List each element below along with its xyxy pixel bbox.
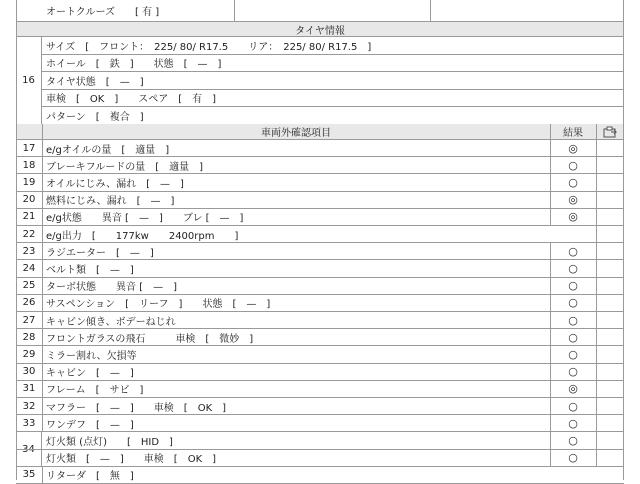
tire-info-text: パターン [ 複合 ] — [46, 111, 144, 123]
exterior-item-row — [16, 467, 624, 484]
col-divider — [596, 432, 597, 448]
tire-info-row — [42, 90, 624, 108]
item-number: 32 — [22, 400, 36, 412]
item-text: e/gオイルの量 [ 適量 ] — [46, 144, 170, 156]
col-divider — [42, 226, 43, 242]
item-result: ○ — [568, 347, 578, 361]
item-number: 35 — [22, 469, 36, 481]
item-number: 28 — [22, 331, 36, 343]
col-divider — [42, 260, 43, 276]
item-number: 19 — [22, 176, 36, 188]
exterior-item-row — [16, 243, 624, 260]
col-divider — [42, 415, 43, 431]
item-result: ○ — [568, 244, 578, 258]
col-divider — [42, 209, 43, 225]
tire-info-text: ホイール [ 鉄 ] 状態 [ — ] — [46, 59, 222, 71]
exterior-item-row — [16, 157, 624, 174]
exterior-item-row — [16, 209, 624, 226]
tire-info-text: サイズ [ フロント： 225/ 80/ R17.5 リア： 225/ 80/ R17.5 ] — [46, 41, 372, 53]
col-divider — [596, 140, 597, 156]
item-text: 灯火類 [ — ] 車検 [ OK ] — [46, 454, 217, 466]
cruise-text: オートクルーズ [ 有 ] — [46, 7, 160, 18]
exterior-item-row — [16, 260, 624, 277]
item-number: 34 — [16, 432, 42, 466]
cruise-row — [16, 0, 624, 22]
col-divider — [596, 278, 597, 294]
item-text: キャビン傾き、ボデーねじれ — [46, 316, 176, 328]
col-divider — [42, 381, 43, 397]
col-divider — [42, 192, 43, 208]
item-number: 18 — [22, 159, 36, 171]
col-divider — [596, 174, 597, 190]
item-number: 22 — [22, 228, 36, 240]
item-result: ○ — [568, 313, 578, 327]
exterior-item-row — [16, 312, 624, 329]
item-number: 29 — [22, 348, 36, 360]
col-divider — [596, 450, 597, 466]
tire-info-text: タイヤ状態 [ — ] — [46, 76, 144, 88]
exterior-item-row — [16, 346, 624, 363]
col-divider — [596, 243, 597, 259]
col-divider — [42, 467, 43, 483]
col-divider — [42, 364, 43, 380]
exterior-header — [16, 124, 624, 140]
col-divider — [596, 364, 597, 380]
item-result: ○ — [568, 330, 578, 344]
col-divider — [596, 398, 597, 414]
exterior-item-row — [16, 295, 624, 312]
exterior-item-row — [16, 174, 624, 191]
item-result: ○ — [568, 296, 578, 310]
item-text: フロントガラスの飛石 車検 [ 微妙 ] — [46, 333, 254, 345]
col-divider — [430, 0, 431, 21]
col-divider — [42, 346, 43, 362]
col-divider — [42, 278, 43, 294]
item-text: ターボ状態 異音 [ — ] — [46, 282, 177, 294]
exterior-item-row — [16, 278, 624, 295]
exterior-item-row — [16, 398, 624, 415]
col-divider — [42, 174, 43, 190]
item-text: 灯火類 (点灯) [ HID ] — [46, 436, 173, 448]
item-result: ○ — [568, 416, 578, 430]
item-result: ○ — [568, 175, 578, 189]
exterior-item-row — [16, 140, 624, 157]
item-result: ○ — [568, 433, 578, 447]
exterior-item-row — [16, 364, 624, 381]
item-number: 26 — [22, 297, 36, 309]
col-divider — [42, 243, 43, 259]
tire-info-text: 車検 [ OK ] スペア [ 有 ] — [46, 94, 217, 106]
item-text: e/g状態 異音 [ — ] ブレ [ — ] — [46, 213, 244, 225]
col-divider — [42, 140, 43, 156]
clipboard-icon — [596, 124, 624, 139]
tire-number: 16 — [16, 37, 42, 125]
item-text: ワンデフ [ — ] — [46, 419, 134, 431]
col-divider — [42, 312, 43, 328]
item-number: 27 — [22, 314, 36, 326]
item-number: 20 — [22, 194, 36, 206]
item-text: マフラー [ — ] 車検 [ OK ] — [46, 402, 227, 414]
item-text: 燃料にじみ、漏れ [ — ] — [46, 196, 175, 208]
exterior-item-row — [16, 415, 624, 432]
item-text: ブレーキフルードの量 [ 適量 ] — [46, 161, 204, 173]
exterior-item-row — [16, 192, 624, 209]
col-divider — [42, 124, 43, 139]
exterior-item-row — [16, 329, 624, 346]
item-result: ○ — [568, 158, 578, 172]
tire-info-row — [42, 72, 624, 90]
item-result: ○ — [568, 399, 578, 413]
inspection-sheet — [16, 0, 624, 483]
item-result: ◎ — [568, 210, 578, 224]
item-result — [550, 226, 596, 242]
item-number: 23 — [22, 245, 36, 257]
item-text: ミラー割れ、欠損等 — [46, 350, 137, 362]
col-divider — [42, 157, 43, 173]
item-result: ○ — [568, 451, 578, 465]
tire-header — [16, 22, 624, 37]
item-text: e/g出力 [ 177kw 2400rpm ] — [46, 230, 239, 242]
item-number: 17 — [22, 142, 36, 154]
tire-info-row — [42, 37, 624, 55]
item-text: ベルト類 [ — ] — [46, 264, 134, 276]
result-header: 結果 — [563, 128, 583, 139]
col-divider — [596, 329, 597, 345]
col-divider — [596, 192, 597, 208]
exterior-item-row — [16, 226, 624, 243]
item-number: 21 — [22, 211, 36, 223]
tire-header-title: タイヤ情報 — [295, 25, 345, 36]
exterior-item-row — [16, 381, 624, 398]
item-text: ラジエーター [ — ] — [46, 247, 154, 259]
item-number: 24 — [22, 262, 36, 274]
col-divider — [596, 312, 597, 328]
col-divider — [596, 346, 597, 362]
col-divider — [42, 329, 43, 345]
tire-info-row — [42, 107, 624, 125]
item-result: ○ — [568, 279, 578, 293]
col-divider — [550, 124, 551, 139]
item-result: ○ — [568, 365, 578, 379]
col-divider — [596, 209, 597, 225]
col-divider — [596, 226, 597, 242]
item-result: ◎ — [568, 193, 578, 207]
exterior-header-title: 車両外確認項目 — [261, 128, 331, 139]
col-divider — [596, 295, 597, 311]
col-divider — [234, 0, 235, 21]
item-number: 30 — [22, 366, 36, 378]
col-divider — [596, 381, 597, 397]
col-divider — [596, 260, 597, 276]
item-text: オイルにじみ、漏れ [ — ] — [46, 178, 184, 190]
item-number: 31 — [22, 383, 36, 395]
item-result: ○ — [568, 261, 578, 275]
col-divider — [596, 415, 597, 431]
item-text: キャビン [ — ] — [46, 368, 134, 380]
item-text: フレーム [ サビ ] — [46, 385, 144, 397]
item-result: ◎ — [568, 141, 578, 155]
item-result: ◎ — [568, 382, 578, 396]
col-divider — [42, 398, 43, 414]
item-number: 33 — [22, 417, 36, 429]
exterior-item-row — [16, 450, 624, 467]
tire-info-row — [42, 55, 624, 73]
exterior-item-row — [16, 432, 624, 449]
item-text: サスペンション [ リーフ ] 状態 [ — ] — [46, 299, 271, 311]
item-number: 25 — [22, 280, 36, 292]
item-text: リターダ [ 無 ] — [46, 471, 134, 483]
col-divider — [596, 157, 597, 173]
col-divider — [42, 295, 43, 311]
